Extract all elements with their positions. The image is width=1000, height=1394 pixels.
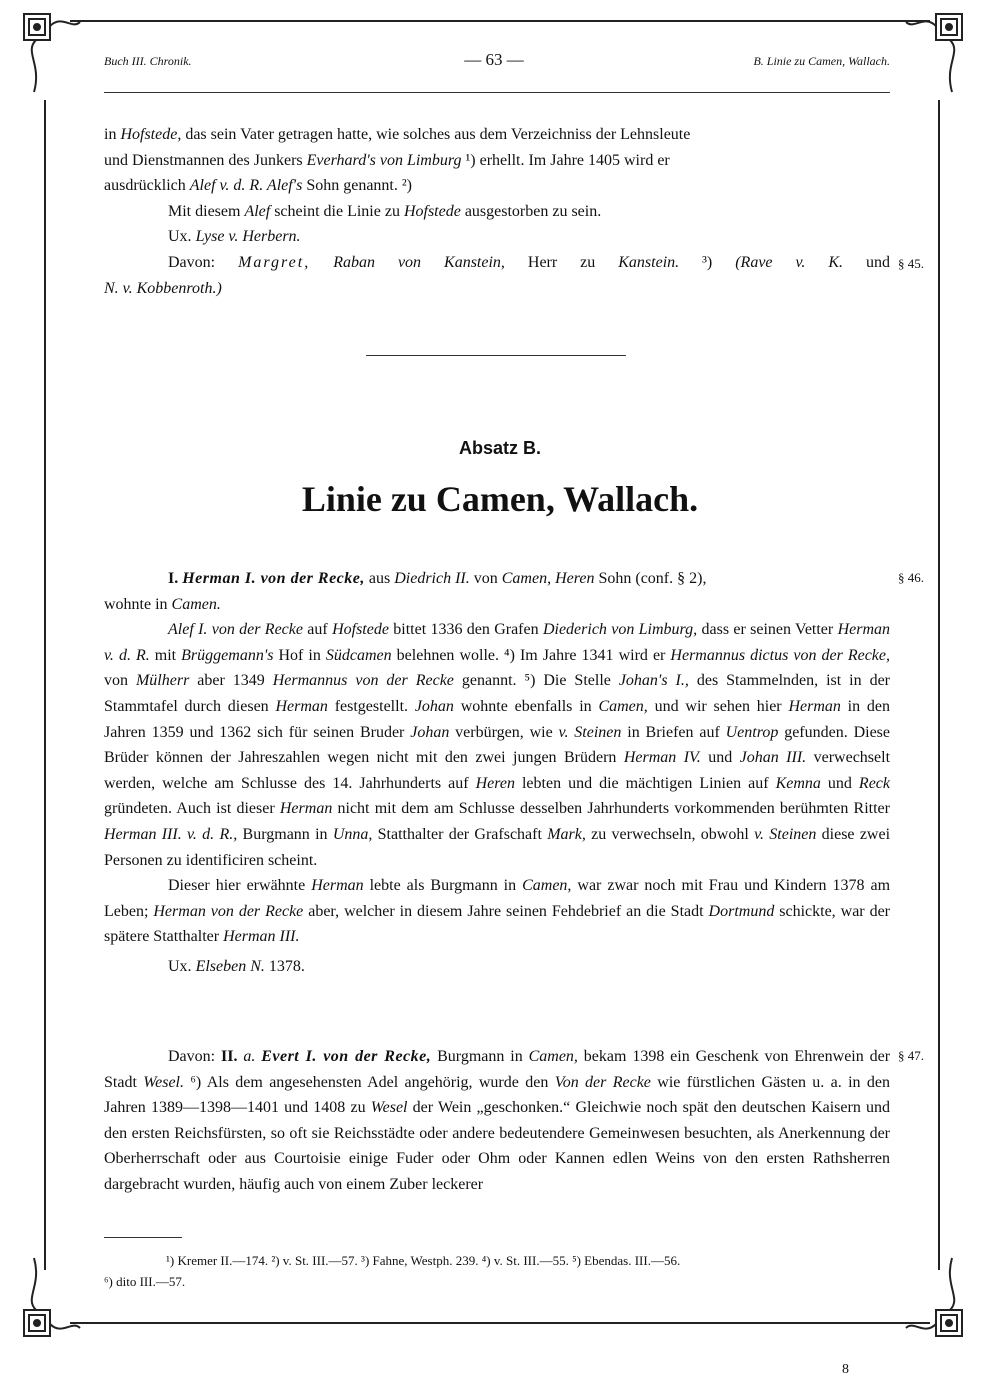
section-label: Absatz B. (458, 438, 541, 458)
paragraph: Davon: II. a. Evert I. von der Recke, Burgmann in Camen, bekam 1398 ein Geschenk von Ehrenwein der Stadt Wesel. ⁶) Als dem angesehensten Adel angehörig, wurde den Von der Recke wie fürstlichen Gästen u. a. in den Jahren 1389—1398—1401 und 1408 zu Wesel der Wein „geschonken.“ Gleichwie noch spät den deutschen Kaisern und den ersten Reichsfürsten, so oft sie Reichsstädte oder andere bedeutendere Gemeinwesen besuchten, als Anerkennung der Oberherrschaft oder aus Courtoisie einige Fuder oder Ohm oder Kannen edlen Weins von den ersten Rathsherren dargebracht wurden, häufig auch von einem Zuber leckerer (104, 1048, 891, 1193)
section-1-text (104, 566, 890, 980)
text-line: in Hofstede, das sein Vater getragen hatte, wie solches aus dem Verzeichniss der Lehnsleute (104, 126, 691, 143)
footnote-line: ⁶) dito III.—57. (104, 1274, 186, 1289)
continuation-text (104, 122, 890, 301)
margin-paragraph-ref: § 46. (898, 570, 924, 585)
margin-paragraph-ref: § 45. (898, 256, 924, 271)
ornament-bottom-left-icon (16, 1256, 82, 1342)
margin-paragraph-ref: § 47. (898, 1048, 924, 1063)
ornament-top-left-icon (16, 8, 82, 94)
text-line: und Dienstmannen des Junkers Everhard's von Limburg ¹) erhellt. Im Jahre 1405 wird er (104, 151, 670, 169)
ornament-bottom-right-icon (904, 1256, 970, 1342)
page-number: — 63 — (464, 50, 524, 69)
footnote-line: ¹) Kremer II.—174. ²) v. St. III.—57. ³) Fahne, Westph. 239. ⁴) v. St. III.—55. ⁵) Ebendas. III.—56. (166, 1253, 681, 1268)
frame-right-line (938, 100, 940, 1270)
running-head-right: B. Linie zu Camen, Wallach. (753, 54, 890, 68)
text-line: Ux. Lyse v. Herbern. (168, 228, 301, 246)
text-line: Mit diesem Alef scheint die Linie zu Hofstede ausgestorben zu sein. (168, 202, 602, 220)
text-line: I. Herman I. von der Recke, aus Diedrich II. von Camen, Heren Sohn (conf. § 2), (168, 570, 707, 587)
running-head (104, 50, 890, 72)
text-line: ausdrücklich Alef v. d. R. Alef's Sohn genannt. ²) (104, 177, 412, 195)
text-line: wohnte in Camen. (104, 595, 221, 613)
text-line: Davon: Margret, Raban von Kanstein, Herr zu Kanstein. ³) (Rave v. K. und (168, 253, 891, 271)
section-separator (366, 355, 626, 356)
paragraph: Alef I. von der Recke auf Hofstede bittet 1336 den Grafen Diederich von Limburg, dass er seinen Vetter Herman v. d. R. mit Brüggemann's Hof in Südcamen belehnen wolle. ⁴) Im Jahre 1341 wird er Hermannus dictus von der Recke, von Mülherr aber 1349 Hermannus von der Recke genannt. ⁵) Die Stelle Johan's I., des Stammelnden, ist in der Stammtafel durch diesen Herman festgestellt. Johan wohnte ebenfalls in Camen, und wir sehen hier Herman in den Jahren 1359 und 1362 sich für seinen Bruder Johan verbürgen, wie v. Steinen in Briefen auf Uentrop gefunden. Diese Brüder können der Jahreszahlen wegen nicht mit den zwei jungen Brüdern Herman IV. und Johan III. verwechselt werden, welche am Schlusse des 14. Jahrhunderts auf Heren lebten und die mächtigen Linien auf Kemna und Reck gründeten. Auch ist dieser Herman nicht mit dem am Schlusse desselben Jahrhunderts vorkommenden berühmten Ritter Herman III. v. d. R., Burgmann in Unna, Statthalter der Grafschaft Mark, zu verwechseln, obwohl v. Steinen diese zwei Personen zu identificiren scheint. (104, 621, 891, 869)
ornament-top-right-icon (904, 8, 970, 94)
footnote-rule (104, 1237, 182, 1238)
text-line: N. v. Kobbenroth.) (104, 279, 222, 297)
header-rule (104, 92, 890, 93)
frame-left-line (44, 100, 46, 1270)
sheet-signature: 8 (842, 1362, 849, 1377)
frame-bottom-line (70, 1322, 930, 1324)
section-2-text (104, 1044, 890, 1198)
page-title: Linie zu Camen, Wallach. (301, 479, 699, 519)
paragraph: Dieser hier erwähnte Herman lebte als Burgmann in Camen, war zwar noch mit Frau und Kindern 1378 am Leben; Herman von der Recke aber, welcher in diesem Jahre seinen Fehdebrief an die Stadt Dortmund schickte, war der spätere Statthalter Herman III. (104, 877, 891, 946)
running-head-left: Buch III. Chronik. (104, 54, 192, 68)
text-line: Ux. Elseben N. 1378. (168, 957, 305, 975)
footnotes (104, 1250, 890, 1292)
frame-top-line (70, 20, 930, 22)
